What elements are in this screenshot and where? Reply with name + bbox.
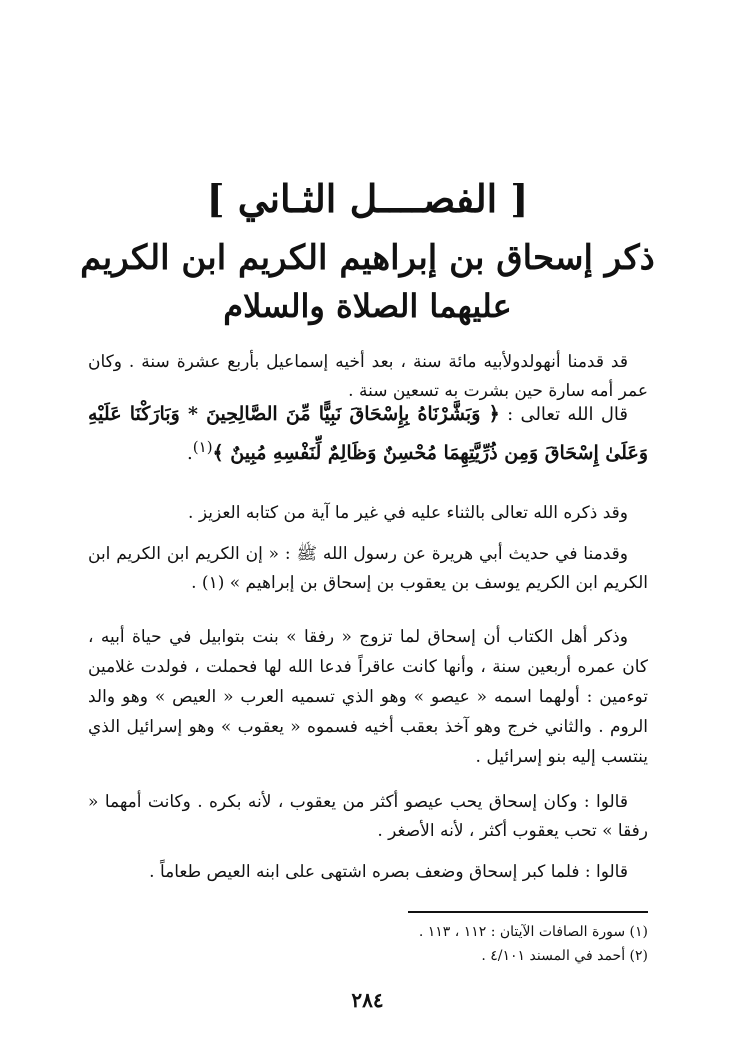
paragraph-5: [88, 622, 648, 772]
paragraph-1-text: قد قدمنا أنهولدولأبيه مائة سنة ، بعد أخيه إسماعيل بأربع عشرة سنة . وكان عمر أمه سارة حين بشرت به تسعين سنة .: [88, 352, 648, 401]
paragraph-4-text: وقدمنا في حديث أبي هريرة عن رسول الله ﷺ : « إن الكريم ابن الكريم ابن الكريم ابن الكريم يوسف بن يعقوب بن إسحاق بن إبراهيم » (١) .: [88, 544, 648, 593]
paragraph-6-text: قالوا : وكان إسحاق يحب عيصو أكثر من يعقوب ، لأنه بكره . وكانت أمهما « رفقا » تحب يعقوب أكثر ، لأنه الأصغر .: [88, 792, 648, 841]
paragraph-5-text: وذكر أهل الكتاب أن إسحاق لما تزوج « رفقا » بنت بتوابيل في حياة أبيه ، كان عمره أربعين سنة ، وأنها كانت عاقراً فدعا الله لها فحملت ، فولدت غلامين توءمين : أولهما اسمه « عيصو » وهو الذي تسميه العرب « العيص » وهو والد الروم . والثاني خرج وهو آخذ بعقب أخيه فسموه « يعقوب » وهو إسرائيل الذي ينتسب إليه بنو إسرائيل .: [88, 627, 648, 767]
footnote-2: (٢) أحمد في المسند ٤/١٠١ .: [481, 948, 648, 964]
footnote-divider: [408, 911, 648, 913]
paragraph-2-intro: قال الله تعالى :: [507, 404, 628, 425]
paragraph-3-text: وقد ذكره الله تعالى بالثناء عليه في غير ما آية من كتابه العزيز .: [188, 503, 628, 523]
page-number: ٢٨٤: [351, 988, 384, 1012]
paragraph-7: [88, 858, 648, 887]
paragraph-6: [88, 788, 648, 846]
footnotes: [88, 920, 648, 968]
paragraph-3: [88, 499, 648, 528]
paragraph-7-text: قالوا : فلما كبر إسحاق وضعف بصره اشتهى على ابنه العيص طعاماً .: [149, 862, 628, 882]
chapter-title: [ الفصــــل الثـاني ]: [206, 176, 529, 221]
footnote-1: (١) سورة الصافات الآيتان : ١١٢ ، ١١٣ .: [418, 924, 648, 940]
quran-verse: ﴿ وَبَشَّرْنَاهُ بِإِسْحَاقَ نَبِيًّا مِّنَ الصَّالِحِينَ * وَبَارَكْنَا عَلَيْهِ وَعَلَىٰ إِسْحَاقَ وَمِن ذُرِّيَّتِهِمَا مُحْسِنٌ وَظَالِمٌ لِّنَفْسِهِ مُبِينٌ ﴾: [88, 403, 648, 464]
section-title-line2: عليهما الصلاة والسلام: [223, 287, 512, 325]
footnote-ref-1: (١): [192, 438, 213, 456]
paragraph-4: [88, 540, 648, 598]
section-title-line1: ذكر إسحاق بن إبراهيم الكريم ابن الكريم: [80, 238, 655, 278]
paragraph-2-quran: قال الله تعالى : ﴿ وَبَشَّرْنَاهُ بِإِسْحَاقَ نَبِيًّا مِّنَ الصَّالِحِينَ * وَبَارَكْنَا عَلَيْهِ وَعَلَىٰ إِسْحَاقَ وَمِن ذُرِّيَّتِهِمَا مُحْسِنٌ وَظَالِمٌ لِّنَفْسِهِ مُبِينٌ ﴾$^{(١)}$.: [88, 403, 648, 464]
